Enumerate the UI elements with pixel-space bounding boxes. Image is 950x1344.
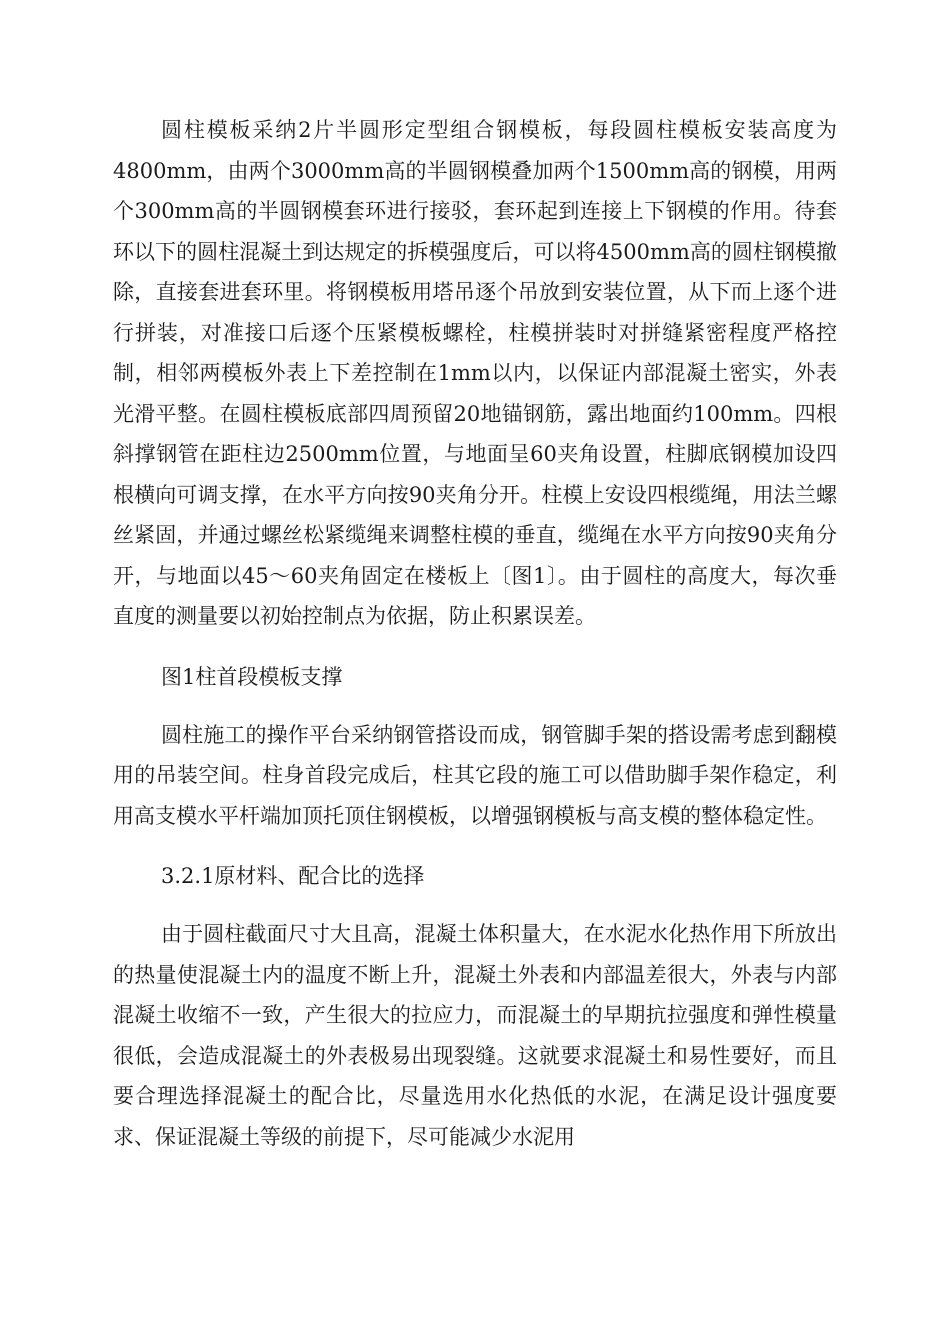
section-heading: 3.2.1原材料、配合比的选择 bbox=[161, 864, 425, 888]
paragraph-concrete-mix: 由于圆柱截面尺寸大且高，混凝土体积量大，在水泥水化热作用下所放出的热量使混凝土内的温度不断上升，混凝土外表和内部温差很大，外表与内部混凝土收缩不一致，产生很大的拉应力，而混凝土的早期抗拉强度和弹性模量很低，会造成混凝土的外表极易出现裂缝。这就要求混凝土和易性要好，而且要合理选择混凝土的配合比，尽量选用水化热低的水泥，在满足设计强度要求、保证混凝土等级的前提下，尽可能减少水泥用 bbox=[113, 922, 837, 1149]
document-body bbox=[113, 110, 837, 1157]
paragraph-operating-platform: 圆柱施工的操作平台采纳钢管搭设而成，钢管脚手架的搭设需考虑到翻模用的吊装空间。柱身首段完成后，柱其它段的施工可以借助脚手架作稳定，利用高支模水平杆端加顶托顶住钢模板，以增强钢模板与高支模的整体稳定性。 bbox=[113, 722, 837, 828]
paragraph-formwork-installation: 圆柱模板采纳2片半圆形定型组合钢模板，每段圆柱模板安装高度为4800mm，由两个3000mm高的半圆钢模叠加两个1500mm高的钢模，用两个300mm高的半圆钢模套环进行接驳，套环起到连接上下钢模的作用。待套环以下的圆柱混凝土到达规定的拆模强度后，可以将4500mm高的圆柱钢模撤除，直接套进套环里。将钢模板用塔吊逐个吊放到安装位置，从下而上逐个进行拼装，对准接口后逐个压紧模板螺栓，柱模拼装时对拼缝紧密程度严格控制，相邻两模板外表上下差控制在1mm以内，以保证内部混凝土密实，外表光滑平整。在圆柱模板底部四周预留20地锚钢筋，露出地面约100mm。四根斜撑钢管在距柱边2500mm位置，与地面呈60夹角设置，柱脚底钢模加设四根横向可调支撑，在水平方向按90夹角分开。柱模上安设四根缆绳，用法兰螺丝紧固，并通过螺丝松紧缆绳来调整柱模的垂直，缆绳在水平方向按90夹角分开，与地面以45～60夹角固定在楼板上〔图1〕。由于圆柱的高度大，每次垂直度的测量要以初始控制点为依据，防止积累误差。 bbox=[113, 118, 837, 628]
figure-caption: 图1柱首段模板支撑 bbox=[161, 664, 343, 689]
